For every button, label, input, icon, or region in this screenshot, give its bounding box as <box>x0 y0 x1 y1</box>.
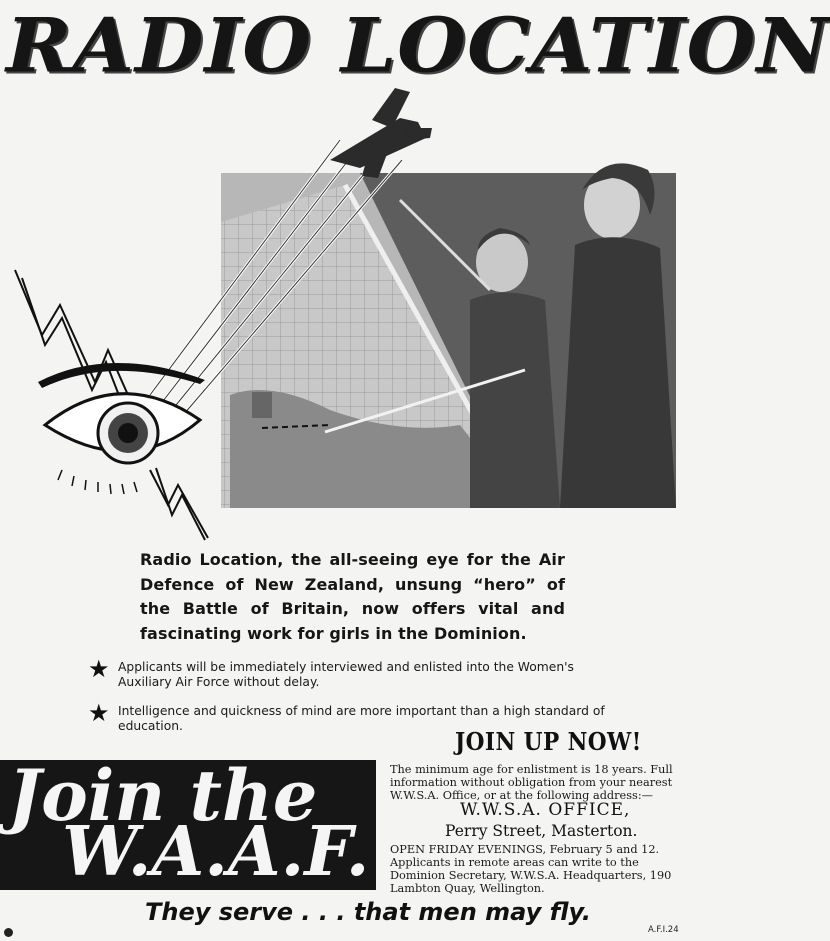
illustration <box>0 80 700 540</box>
bullet-item <box>88 655 628 690</box>
join-waaf-banner <box>0 754 376 892</box>
photo-scene <box>221 163 676 508</box>
waaf-line-1: Join the <box>8 754 318 837</box>
bullet-text: Applicants will be immediately interviewed and enlisted into the Women's Auxiliary Air Force without delay. <box>118 660 574 689</box>
bullet-text: Intelligence and quickness of mind are more important than a high standard of education. <box>118 704 605 733</box>
office-name: W.W.S.A. OFFICE, <box>460 800 631 820</box>
info-paragraph: The minimum age for enlistment is 18 years. Full information without obligation from your nearest W.W.S.A. Office, or at the following address:— <box>390 763 673 802</box>
opening-paragraph: OPEN FRIDAY EVENINGS, February 5 and 12. Applicants in remote areas can write to the Dominion Secretary, W.W.S.A. Headquarters, 190 Lambton Quay, Wellington. <box>390 843 672 895</box>
tagline: They serve . . . that men may fly. <box>145 898 592 926</box>
ad-code: A.F.I.24 <box>648 925 679 935</box>
join-up-heading: JOIN UP NOW! <box>455 727 642 756</box>
office-address: Perry Street, Masterton. <box>445 822 638 840</box>
star-icon: ★ <box>88 655 110 683</box>
intro-paragraph: Radio Location, the all-seeing eye for the Air Defence of New Zealand, unsung “hero” of the Battle of Britain, now offers vital and fascinating work for girls in the Dominion. <box>140 550 565 643</box>
page-title: RADIO LOCATION <box>6 1 830 90</box>
opening-info <box>390 843 695 895</box>
enlistment-info <box>390 763 695 802</box>
waaf-line-2: W.A.A.F. <box>62 812 370 892</box>
corner-mark <box>4 928 13 937</box>
star-icon: ★ <box>88 699 110 727</box>
